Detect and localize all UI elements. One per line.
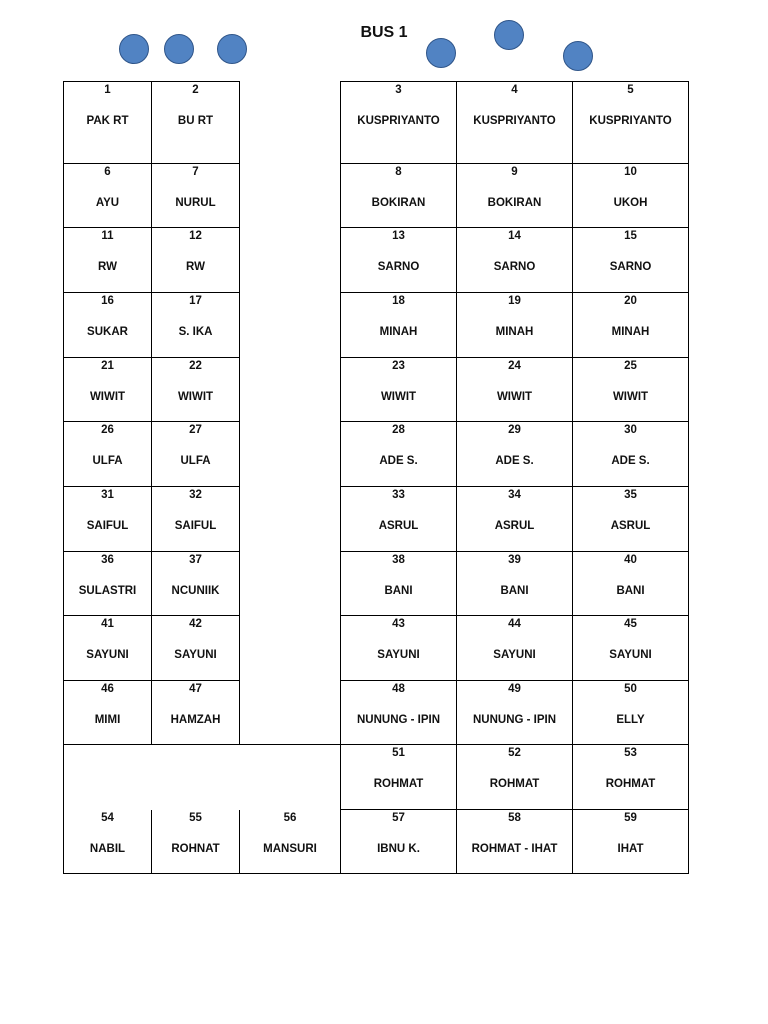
seat-cell	[456, 615, 573, 681]
seat-passenger-name: SAYUNI	[86, 649, 129, 661]
seat-cell	[340, 227, 457, 293]
seat-number: 59	[624, 812, 637, 824]
seat-passenger-name: ADE S.	[379, 455, 418, 467]
seat-number: 25	[624, 360, 637, 372]
marker-circle	[426, 38, 456, 68]
seat-passenger-name: SAYUNI	[174, 649, 217, 661]
empty-area	[63, 744, 341, 810]
seat-cell	[340, 421, 457, 487]
seat-cell	[340, 615, 457, 681]
marker-circle	[494, 20, 524, 50]
seat-passenger-name: WIWIT	[177, 391, 214, 403]
seat-cell	[63, 809, 152, 874]
seat-passenger-name: ADE S.	[611, 455, 650, 467]
seat-passenger-name: KUSPRIYANTO	[473, 115, 556, 127]
seat-number: 11	[101, 230, 114, 242]
seat-passenger-name: SAIFUL	[174, 520, 217, 532]
seat-number: 26	[101, 424, 114, 436]
seat-cell	[456, 486, 573, 552]
seat-number: 41	[101, 618, 114, 630]
seat-number: 30	[624, 424, 637, 436]
seat-passenger-name: BANI	[500, 585, 529, 597]
seat-passenger-name: SARNO	[377, 261, 420, 273]
seat-passenger-name: ULFA	[180, 455, 211, 467]
seat-number: 57	[392, 812, 405, 824]
seat-cell	[63, 421, 152, 487]
seat-number: 28	[392, 424, 405, 436]
seat-number: 48	[392, 683, 405, 695]
seat-cell	[151, 551, 240, 616]
seat-passenger-name: BANI	[616, 585, 645, 597]
seat-passenger-name: PAK RT	[86, 115, 129, 127]
seat-cell	[340, 163, 457, 228]
seat-number: 32	[189, 489, 202, 501]
seat-number: 31	[101, 489, 114, 501]
seat-passenger-name: ULFA	[92, 455, 123, 467]
seat-number: 37	[189, 554, 202, 566]
seat-cell	[63, 163, 152, 228]
seat-passenger-name: ROHNAT	[171, 843, 220, 855]
seat-cell	[456, 227, 573, 293]
seat-passenger-name: MINAH	[495, 326, 534, 338]
seat-passenger-name: MIMI	[94, 714, 121, 726]
seat-number: 55	[189, 812, 202, 824]
seat-passenger-name: NUNUNG - IPIN	[472, 714, 557, 726]
seat-number: 12	[189, 230, 202, 242]
seat-cell	[456, 357, 573, 422]
seat-cell	[572, 357, 689, 422]
seat-number: 29	[508, 424, 521, 436]
seat-passenger-name: UKOH	[613, 197, 648, 209]
seat-number: 54	[101, 812, 114, 824]
seat-passenger-name: SAYUNI	[493, 649, 536, 661]
seat-passenger-name: SUKAR	[87, 326, 128, 338]
seat-number: 40	[624, 554, 637, 566]
seat-number: 53	[624, 747, 637, 759]
seat-cell	[340, 551, 457, 616]
seat-passenger-name: SAYUNI	[609, 649, 652, 661]
seat-cell	[572, 809, 689, 874]
seat-number: 24	[508, 360, 521, 372]
seat-number: 50	[624, 683, 637, 695]
seat-number: 51	[392, 747, 405, 759]
seat-cell	[151, 809, 240, 874]
seat-cell	[572, 163, 689, 228]
seat-cell	[151, 357, 240, 422]
seat-number: 52	[508, 747, 521, 759]
seat-number: 42	[189, 618, 202, 630]
seat-cell	[239, 809, 341, 874]
seat-cell	[63, 551, 152, 616]
seat-number: 33	[392, 489, 405, 501]
seat-passenger-name: RW	[98, 261, 117, 273]
seat-number: 13	[392, 230, 405, 242]
seat-passenger-name: AYU	[95, 197, 120, 209]
marker-circle	[563, 41, 593, 71]
seat-passenger-name: NCUNIIK	[171, 585, 220, 597]
seat-passenger-name: ELLY	[616, 714, 645, 726]
seat-passenger-name: ROHMAT - IHAT	[471, 843, 558, 855]
seat-cell	[456, 551, 573, 616]
seat-number: 21	[101, 360, 114, 372]
seat-cell	[151, 680, 240, 745]
seat-number: 18	[392, 295, 405, 307]
seat-cell	[572, 680, 689, 745]
seat-number: 56	[283, 812, 297, 824]
seat-passenger-name: WIWIT	[612, 391, 649, 403]
seat-number: 49	[508, 683, 521, 695]
seat-passenger-name: ASRUL	[610, 520, 651, 532]
seat-cell	[151, 163, 240, 228]
seat-passenger-name: SARNO	[493, 261, 536, 273]
seat-cell	[456, 163, 573, 228]
seat-number: 47	[189, 683, 202, 695]
seat-cell	[456, 292, 573, 358]
seat-passenger-name: WIWIT	[496, 391, 533, 403]
seat-cell	[63, 615, 152, 681]
seat-number: 5	[627, 84, 634, 96]
seat-passenger-name: ASRUL	[494, 520, 535, 532]
seat-number: 1	[104, 84, 111, 96]
seat-number: 58	[508, 812, 521, 824]
seat-number: 46	[101, 683, 114, 695]
seat-cell	[63, 81, 152, 164]
seat-number: 34	[508, 489, 521, 501]
seat-cell	[63, 680, 152, 745]
seat-number: 27	[189, 424, 202, 436]
seat-passenger-name: SAYUNI	[377, 649, 420, 661]
seat-number: 14	[508, 230, 521, 242]
seat-number: 15	[624, 230, 637, 242]
seat-passenger-name: RW	[186, 261, 205, 273]
seat-passenger-name: SARNO	[609, 261, 652, 273]
seat-cell	[340, 486, 457, 552]
seat-cell	[340, 81, 457, 164]
seat-passenger-name: ASRUL	[378, 520, 419, 532]
seat-passenger-name: WIWIT	[89, 391, 126, 403]
seat-cell	[340, 809, 457, 874]
seat-cell	[572, 421, 689, 487]
seat-passenger-name: NUNUNG - IPIN	[356, 714, 441, 726]
seat-passenger-name: KUSPRIYANTO	[589, 115, 672, 127]
seat-passenger-name: ROHMAT	[605, 778, 656, 790]
seat-cell	[340, 357, 457, 422]
seat-passenger-name: ROHMAT	[489, 778, 540, 790]
seat-cell	[151, 421, 240, 487]
seat-passenger-name: BU RT	[177, 115, 214, 127]
seat-passenger-name: S. IKA	[178, 326, 213, 338]
seat-passenger-name: BOKIRAN	[371, 197, 426, 209]
seat-number: 2	[192, 84, 199, 96]
seat-cell	[151, 227, 240, 293]
seat-cell	[340, 292, 457, 358]
seat-number: 35	[624, 489, 637, 501]
marker-circle	[164, 34, 194, 64]
seat-number: 20	[624, 295, 637, 307]
seat-cell	[456, 744, 573, 810]
seat-passenger-name: HAMZAH	[170, 714, 221, 726]
seat-cell	[63, 292, 152, 358]
seat-passenger-name: IHAT	[617, 843, 644, 855]
seat-passenger-name: NURUL	[175, 197, 216, 209]
seat-cell	[63, 227, 152, 293]
seat-cell	[572, 292, 689, 358]
seat-cell	[340, 680, 457, 745]
seat-number: 36	[101, 554, 114, 566]
seat-number: 9	[511, 166, 518, 178]
seat-passenger-name: IBNU K.	[377, 843, 420, 855]
seat-cell	[572, 486, 689, 552]
seat-passenger-name: SULASTRI	[78, 585, 137, 597]
seat-number: 17	[189, 295, 202, 307]
seat-cell	[572, 744, 689, 810]
seat-number: 45	[624, 618, 637, 630]
seat-number: 7	[192, 166, 199, 178]
seat-passenger-name: MINAH	[611, 326, 650, 338]
seat-number: 39	[508, 554, 521, 566]
seat-passenger-name: KUSPRIYANTO	[357, 115, 440, 127]
seat-number: 10	[624, 166, 637, 178]
seat-passenger-name: WIWIT	[380, 391, 417, 403]
seat-passenger-name: MINAH	[379, 326, 418, 338]
seat-passenger-name: ADE S.	[495, 455, 534, 467]
seat-passenger-name: MANSURI	[263, 843, 317, 855]
page-title: BUS 1	[360, 24, 408, 41]
seat-cell	[456, 81, 573, 164]
seat-number: 22	[189, 360, 202, 372]
seat-number: 23	[392, 360, 405, 372]
seat-cell	[63, 486, 152, 552]
seat-cell	[151, 292, 240, 358]
seat-passenger-name: NABIL	[89, 843, 126, 855]
seat-number: 19	[508, 295, 521, 307]
seat-cell	[572, 81, 689, 164]
seat-number: 38	[392, 554, 405, 566]
seat-passenger-name: BANI	[384, 585, 413, 597]
seat-cell	[63, 357, 152, 422]
seat-cell	[456, 809, 573, 874]
seat-number: 43	[392, 618, 405, 630]
seat-number: 6	[104, 166, 111, 178]
seat-cell	[151, 81, 240, 164]
seat-number: 8	[395, 166, 402, 178]
seat-cell	[572, 551, 689, 616]
seat-cell	[340, 744, 457, 810]
seat-number: 3	[395, 84, 402, 96]
seat-cell	[456, 421, 573, 487]
seat-number: 16	[101, 295, 114, 307]
seat-passenger-name: SAIFUL	[86, 520, 129, 532]
seat-cell	[572, 227, 689, 293]
seat-passenger-name: ROHMAT	[373, 778, 424, 790]
seat-passenger-name: BOKIRAN	[487, 197, 542, 209]
seat-cell	[151, 615, 240, 681]
seat-number: 4	[511, 84, 518, 96]
seat-number: 44	[508, 618, 521, 630]
seat-cell	[572, 615, 689, 681]
marker-circle	[119, 34, 149, 64]
seat-cell	[151, 486, 240, 552]
seat-cell	[456, 680, 573, 745]
marker-circle	[217, 34, 247, 64]
